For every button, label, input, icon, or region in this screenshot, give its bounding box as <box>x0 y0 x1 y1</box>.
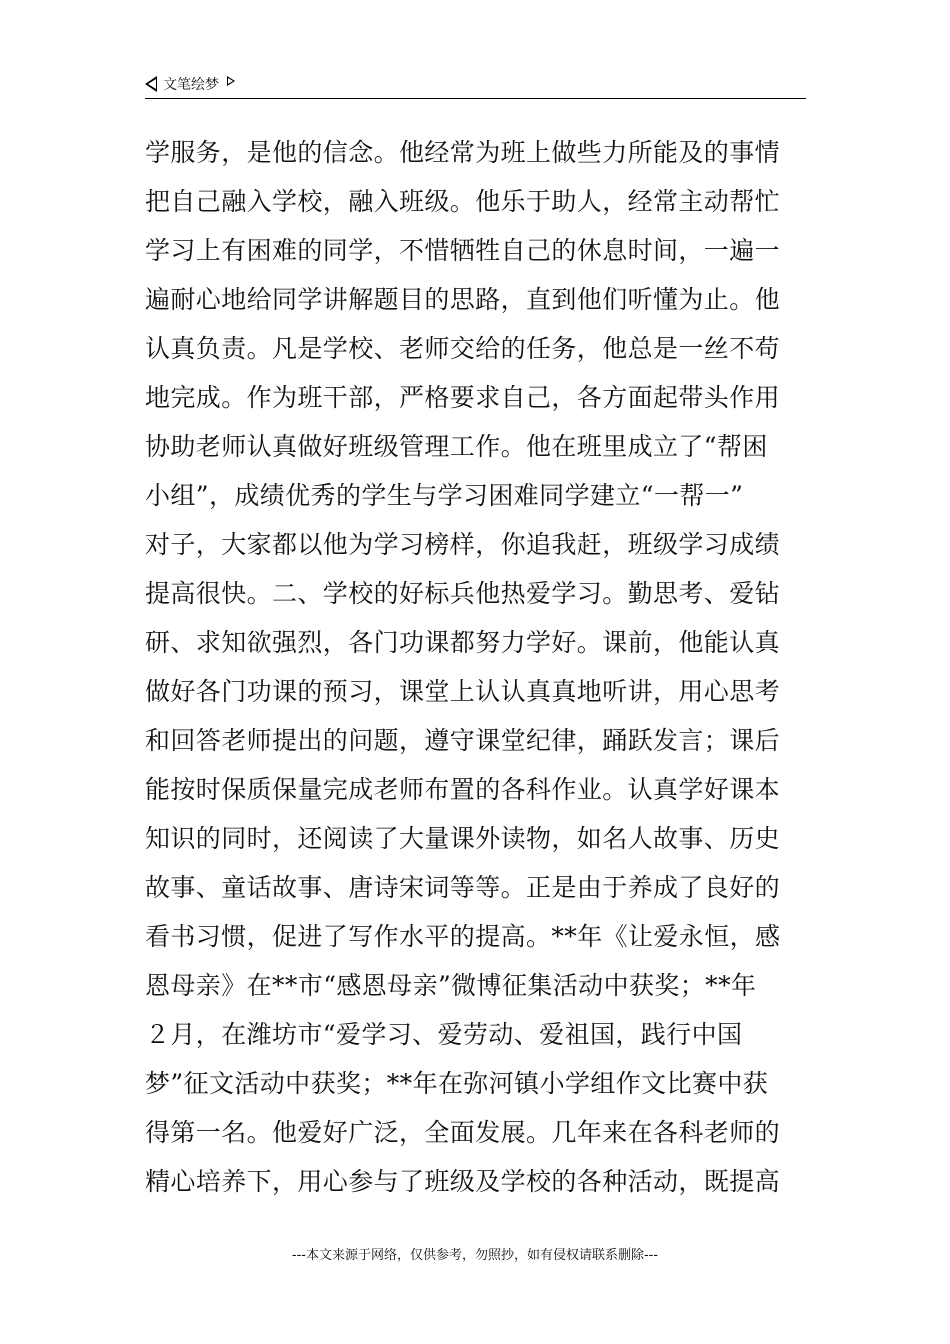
body-line: 学服务，是他的信念。他经常为班上做些力所能及的事情 <box>145 138 781 167</box>
body-line: 故事、童话故事、唐诗宋词等等。正是由于养成了良好的 <box>145 873 781 902</box>
body-line: 学习上有困难的同学，不惜牺牲自己的休息时间，一遍一 <box>145 236 781 265</box>
header-brand <box>145 74 235 94</box>
body-line: 协助老师认真做好班级管理工作。他在班里成立了“帮困 <box>145 432 768 461</box>
body-line: 把自己融入学校，融入班级。他乐于助人，经常主动帮忙 <box>145 187 781 216</box>
page-footer: ---本文来源于网络，仅供参考，勿照抄，如有侵权请联系删除--- <box>291 1248 659 1263</box>
triangle-left-outline-icon <box>145 76 157 92</box>
body-line: 对子，大家都以他为学习榜样，你追我赶，班级学习成绩 <box>145 530 781 559</box>
body-line: 小组”，成绩优秀的学生与学习困难同学建立“一帮一” <box>145 481 744 510</box>
body-line: 认真负责。凡是学校、老师交给的任务，他总是一丝不苟 <box>145 334 781 363</box>
body-line: 研、求知欲强烈，各门功课都努力学好。课前，他能认真 <box>145 628 781 657</box>
body-line: 梦”征文活动中获奖；**年在弥河镇小学组作文比赛中获 <box>145 1069 769 1098</box>
body-line: 遍耐心地给同学讲解题目的思路，直到他们听懂为止。他 <box>145 285 781 314</box>
body-line: 看书习惯，促进了写作水平的提高。**年《让爱永恒，感 <box>145 922 781 951</box>
body-line: 和回答老师提出的问题，遵守课堂纪律，踊跃发言；课后 <box>145 726 781 755</box>
document-body <box>145 128 810 1206</box>
body-line: 恩母亲》在**市“感恩母亲”微博征集活动中获奖；**年 <box>145 971 757 1000</box>
triangle-right-outline-icon <box>227 76 235 86</box>
body-line: 提高很快。二、学校的好标兵他热爱学习。勤思考、爱钻 <box>145 579 781 608</box>
body-line: 知识的同时，还阅读了大量课外读物，如名人故事、历史 <box>145 824 781 853</box>
body-line: 做好各门功课的预习，课堂上认认真真地听讲，用心思考 <box>145 677 781 706</box>
body-line: ２月，在潍坊市“爱学习、爱劳动、爱祖国，践行中国 <box>145 1020 743 1049</box>
page-header <box>145 72 806 99</box>
body-line: 得第一名。他爱好广泛，全面发展。几年来在各科老师的 <box>145 1118 781 1147</box>
header-title: 文笔绘梦 <box>163 77 219 93</box>
body-line: 精心培养下，用心参与了班级及学校的各种活动，既提高 <box>145 1167 781 1196</box>
body-line: 能按时保质保量完成老师布置的各科作业。认真学好课本 <box>145 775 781 804</box>
body-line: 地完成。作为班干部，严格要求自己，各方面起带头作用 <box>145 383 781 412</box>
